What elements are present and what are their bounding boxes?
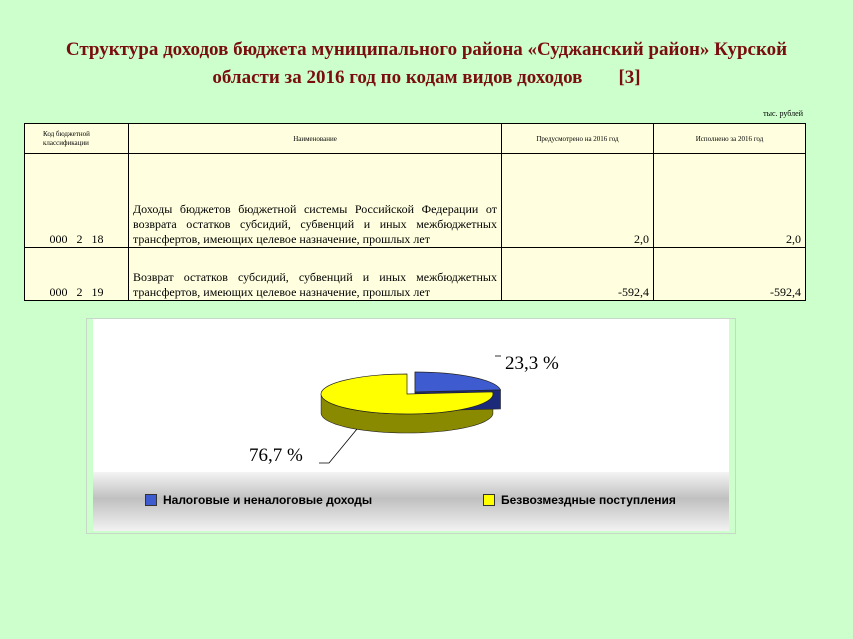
- row-executed: -592,4: [654, 248, 806, 301]
- row-code: 000 2 19: [25, 248, 129, 301]
- legend-swatch-tax: [145, 494, 157, 506]
- row-planned: 2,0: [502, 154, 654, 248]
- legend-swatch-transfers: [483, 494, 495, 506]
- legend-label-tax: Налоговые и неналоговые доходы: [163, 493, 373, 507]
- row-name: Доходы бюджетов бюджетной системы Российской Федерации от возврата остатков субсидий, субвенций и иных межбюджетных трансфертов, имеющих целевое назначение, прошлых лет: [129, 154, 502, 248]
- row-name: Возврат остатков субсидий, субвенций и иных межбюджетных трансфертов, имеющих целевое назначение, прошлых лет: [129, 248, 502, 301]
- header-executed: Исполнено за 2016 год: [654, 124, 806, 154]
- table-header-row: [25, 124, 806, 154]
- leader-line-1: [319, 429, 357, 463]
- header-planned: Предусмотрено на 2016 год: [502, 124, 654, 154]
- title-line-1: Структура доходов бюджета муниципального района «Суджанский район» Курской: [65, 39, 788, 60]
- pie-slice-0: [415, 372, 501, 392]
- legend-item-tax: [145, 493, 372, 507]
- header-code: Код бюджетной классификации: [25, 124, 129, 154]
- title-line-2-text: области за 2016 год по кодам видов доходов: [212, 67, 583, 88]
- row-planned: -592,4: [502, 248, 654, 301]
- row-code: 000 2 18: [25, 154, 129, 248]
- data-label-1: 76,7 %: [249, 445, 303, 466]
- table-row: [25, 154, 806, 248]
- legend-item-transfers: [483, 493, 676, 507]
- chart-plot-area: [93, 319, 729, 472]
- page-title: [0, 36, 853, 92]
- pie-svg: [93, 319, 729, 472]
- pie-chart: [86, 318, 736, 534]
- row-executed: 2,0: [654, 154, 806, 248]
- title-reference: [3]: [618, 67, 641, 88]
- chart-legend: [93, 472, 729, 531]
- data-label-0: 23,3 %: [505, 353, 559, 374]
- table-row: [25, 248, 806, 301]
- title-line-2: [0, 64, 853, 92]
- header-name: Наименование: [129, 124, 502, 154]
- units-label: тыс. рублей: [763, 109, 803, 118]
- revenue-table: [24, 123, 806, 301]
- legend-label-transfers: Безвозмездные поступления: [501, 493, 676, 507]
